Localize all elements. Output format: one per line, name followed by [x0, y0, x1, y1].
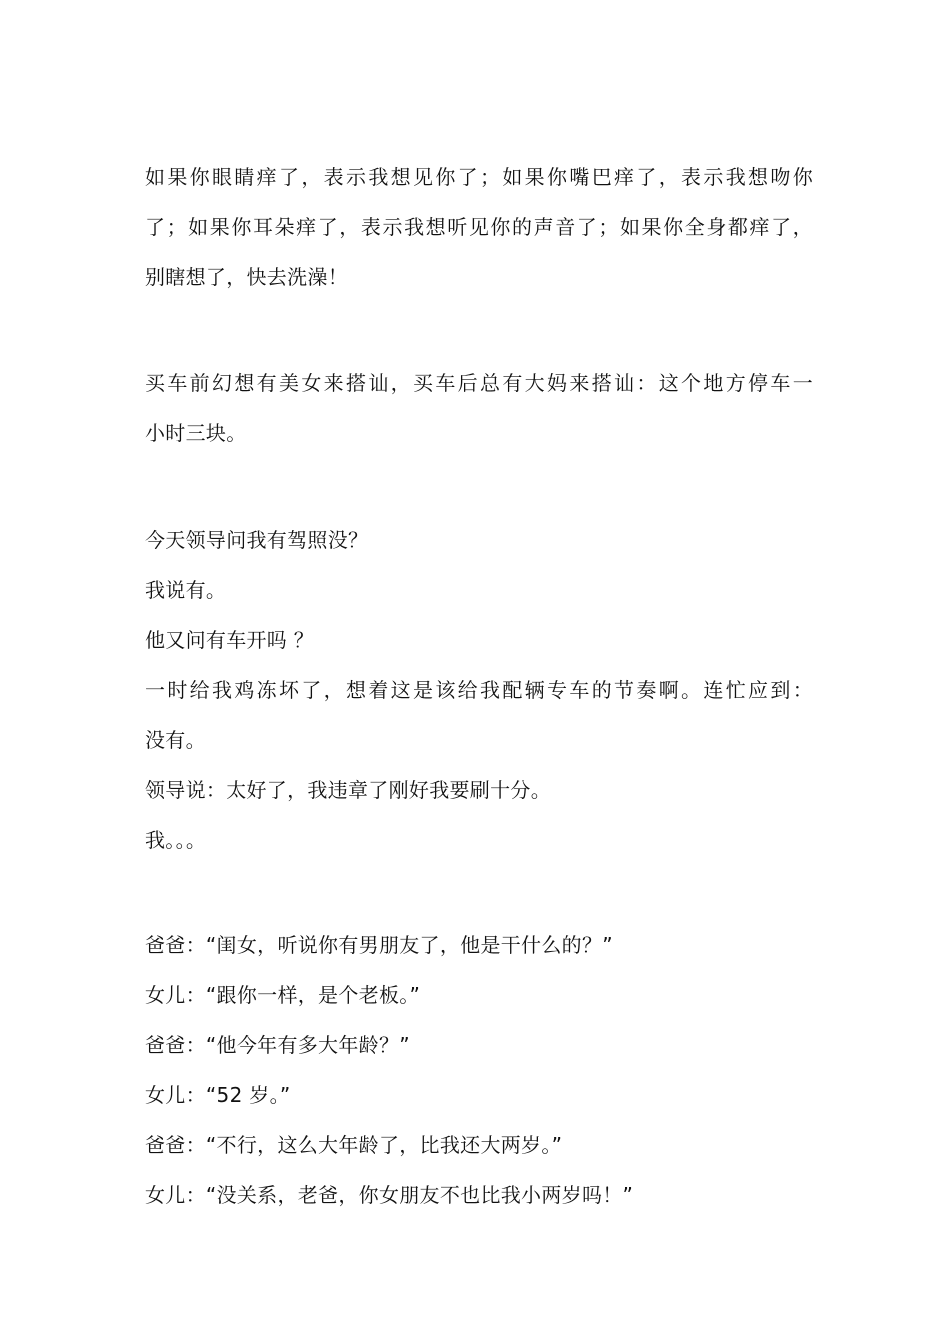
paragraph-line: 别瞎想了，快去洗澡！	[145, 265, 348, 289]
paragraph-line: 领导说：太好了，我违章了刚好我要刷十分。	[145, 778, 551, 802]
paragraph-line: 了；如果你耳朵痒了，表示我想听见你的声音了；如果你全身都痒了，	[145, 215, 813, 239]
joke-paragraph-boyfriend	[145, 920, 813, 1220]
dialogue-line: 爸爸：“他今年有多大年龄？”	[145, 1033, 410, 1057]
paragraph-line: 买车前幻想有美女来搭讪，买车后总有大妈来搭讪：这个地方停车一	[145, 371, 813, 395]
paragraph-line: 如果你眼睛痒了，表示我想见你了；如果你嘴巴痒了，表示我想吻你	[145, 165, 813, 189]
dialogue-line: 女儿：“没关系，老爸，你女朋友不也比我小两岁吗！”	[145, 1183, 634, 1207]
paragraph-line: 没有。	[145, 728, 206, 752]
dialogue-line: 女儿：“跟你一样，是个老板。”	[145, 983, 421, 1007]
paragraph-line: 我。。。	[145, 828, 207, 852]
dialogue-line: 爸爸：“不行，这么大年龄了，比我还大两岁。”	[145, 1133, 563, 1157]
paragraph-line: 一时给我鸡冻坏了，想着这是该给我配辆专车的节奏啊。连忙应到：	[145, 678, 813, 702]
joke-paragraph-car	[145, 358, 813, 458]
paragraph-line: 今天领导问我有驾照没？	[145, 528, 369, 552]
paragraph-line: 小时三块。	[145, 421, 247, 445]
dialogue-line: 女儿：“52 岁。”	[145, 1083, 291, 1107]
dialogue-line: 爸爸：“闺女，听说你有男朋友了，他是干什么的？”	[145, 933, 613, 957]
paragraph-line: 我说有。	[145, 578, 227, 602]
joke-paragraph-itchy	[145, 152, 813, 302]
paragraph-line: 他又问有车开吗 ？	[145, 628, 315, 652]
joke-paragraph-license	[145, 515, 813, 865]
